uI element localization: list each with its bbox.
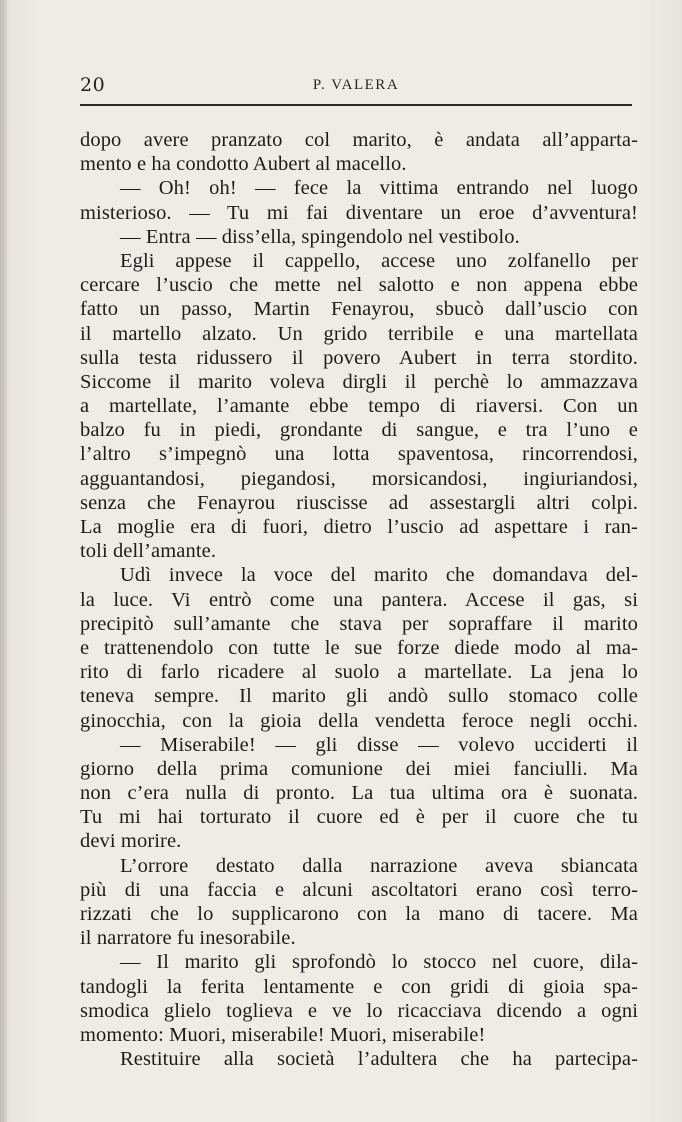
text-line: Restituire alla società l’adultera che ha partecipa-	[120, 1048, 638, 1071]
page-header	[80, 74, 632, 100]
text-line: tandogli la ferita lentamente e con gridi di gioia spa-	[80, 975, 638, 998]
text-line: sulla testa ridussero il povero Aubert in terra stordito.	[80, 346, 638, 369]
text-line: dopo avere pranzato col marito, è andata all’apparta-	[80, 129, 638, 151]
text-line: più di una faccia e alcuni ascoltatori erano così terro-	[80, 878, 638, 901]
text-line: balzo fu in piedi, grondante di sangue, e tra l’uno e	[80, 419, 638, 442]
text-line: cercare l’uscio che mette nel salotto e non appena ebbe	[80, 274, 638, 297]
text-line: Tu mi hai torturato il cuore ed è per il cuore che tu	[80, 806, 638, 829]
text-line: Siccome il marito voleva dirgli il perchè lo ammazzava	[80, 370, 638, 393]
running-head: P. VALERA	[312, 77, 400, 93]
text-line: non c’era nulla di pronto. La tua ultima ora è suonata.	[80, 782, 638, 805]
header-rule	[80, 104, 632, 106]
text-line: Udì invece la voce del marito che domandava del-	[120, 564, 638, 587]
text-line: giorno della prima comunione dei miei fanciulli. Ma	[80, 757, 638, 780]
text-line: agguantandosi, piegandosi, morsicandosi, ingiuriandosi,	[80, 467, 638, 490]
page-spine-shadow	[0, 0, 7, 1122]
body-text	[80, 128, 638, 1071]
text-line: il martello alzato. Un grido terribile e una martellata	[80, 322, 638, 345]
text-line: il narratore fu inesorabile.	[80, 927, 296, 950]
text-line: — Oh! oh! — fece la vittima entrando nel luogo	[120, 177, 638, 200]
text-line: toli dell’amante.	[80, 540, 217, 563]
text-line: — Il marito gli sprofondò lo stocco nel cuore, dila-	[120, 951, 638, 974]
text-line: La moglie era di fuori, dietro l’uscio ad aspettare i ran-	[80, 516, 638, 538]
text-line: teneva sempre. Il marito gli andò sullo stomaco colle	[80, 685, 638, 708]
text-line: — Entra — diss’ella, spingendolo nel vestibolo.	[120, 225, 520, 248]
text-line: fatto un passo, Martin Fenayrou, sbucò dall’uscio con	[80, 298, 638, 321]
text-line: l’altro s’impegnò una lotta spaventosa, rincorrendosi,	[80, 443, 638, 466]
text-line: rizzati che lo supplicarono con la mano di tacere. Ma	[80, 903, 638, 925]
text-line: Egli appese il cappello, accese uno zolfanello per	[120, 249, 638, 272]
text-line: a martellate, l’amante ebbe tempo di riaversi. Con un	[80, 395, 638, 418]
text-line: la luce. Vi entrò come una pantera. Accese il gas, si	[80, 588, 638, 611]
text-line: ginocchia, con la gioia della vendetta feroce negli occhi.	[80, 709, 638, 732]
text-line: momento: Muori, miserabile! Muori, miserabile!	[80, 1023, 486, 1046]
text-line: — Miserabile! — gli disse — volevo ucciderti il	[120, 733, 638, 756]
text-line: rito di farlo ricadere al suolo a martellate. La jena lo	[80, 661, 638, 684]
text-line: precipitò sull’amante che stava per sopraffare il marito	[80, 612, 638, 635]
text-line: e trattenendolo con tutte le sue forze diede modo al ma-	[80, 636, 638, 659]
page-number: 20	[80, 74, 106, 96]
text-line: misterioso. — Tu mi fai diventare un eroe d’avventura!	[80, 201, 638, 224]
text-line: senza che Fenayrou riuscisse ad assestargli altri colpi.	[80, 491, 638, 514]
text-line: L’orrore destato dalla narrazione aveva sbiancata	[120, 854, 638, 877]
text-line: mento e ha condotto Aubert al macello.	[80, 153, 407, 176]
text-line: devi morire.	[80, 830, 182, 853]
text-line: smodica glielo toglieva e ve lo ricacciava dicendo a ogni	[80, 999, 638, 1022]
